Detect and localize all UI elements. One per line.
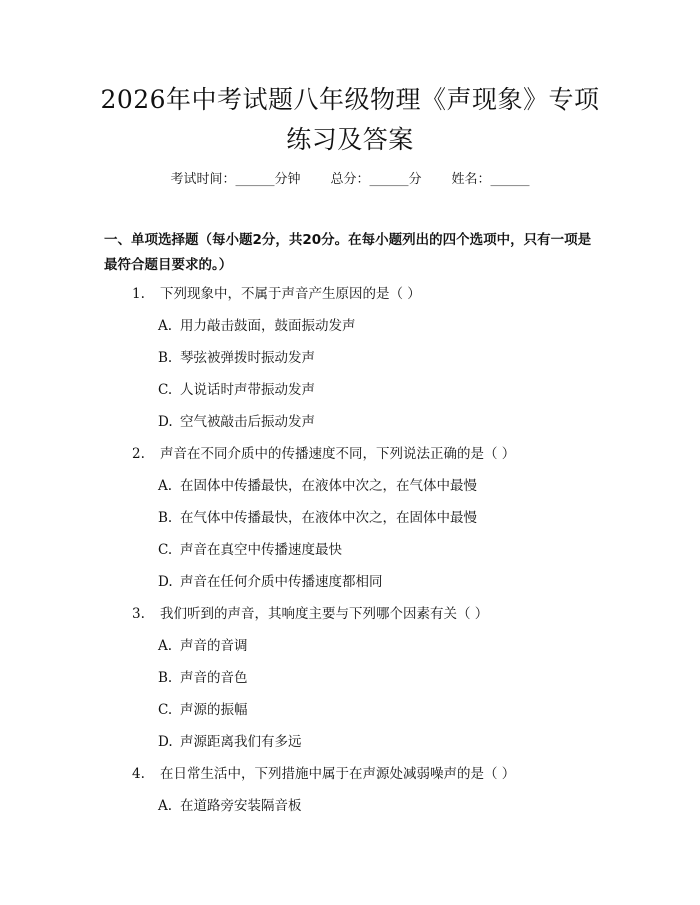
exam-time-label: 考试时间：______分钟	[170, 172, 301, 187]
option-letter: B.	[158, 350, 173, 366]
answer-option	[158, 346, 315, 366]
option-letter: D.	[158, 734, 173, 750]
option-text: 用力敲击鼓面，鼓面振动发声	[180, 318, 356, 334]
answer-option	[158, 314, 356, 334]
answer-option	[158, 634, 248, 654]
option-text: 声源的振幅	[180, 702, 248, 718]
option-letter: C.	[158, 702, 173, 718]
answer-option	[158, 474, 477, 494]
option-letter: C.	[158, 542, 173, 558]
option-text: 空气被敲击后振动发声	[180, 414, 315, 430]
question-stem	[132, 602, 488, 622]
option-letter: D.	[158, 574, 173, 590]
option-letter: D.	[158, 414, 173, 430]
question-stem	[132, 762, 515, 782]
option-letter: B.	[158, 670, 173, 686]
answer-option	[158, 698, 248, 718]
title-line-2: 练习及答案	[286, 125, 414, 154]
question-stem	[132, 282, 421, 302]
option-text: 声音的音色	[180, 670, 248, 686]
answer-option	[158, 378, 315, 398]
option-text: 声音的音调	[180, 638, 248, 654]
exam-meta	[0, 168, 700, 187]
question-text: 下列现象中，不属于声音产生原因的是（ ）	[160, 286, 421, 302]
option-text: 在道路旁安装隔音板	[180, 798, 302, 814]
answer-option	[158, 570, 383, 590]
option-text: 在固体中传播最快，在液体中次之，在气体中最慢	[180, 478, 477, 494]
option-letter: A.	[158, 478, 173, 494]
answer-option	[158, 506, 477, 526]
option-letter: C.	[158, 382, 173, 398]
title-line-1: 2026年中考试题八年级物理《声现象》专项	[100, 85, 600, 114]
option-text: 在气体中传播最快，在液体中次之，在固体中最慢	[180, 510, 477, 526]
option-text: 人说话时声带振动发声	[180, 382, 315, 398]
question-number: 4.	[132, 766, 145, 782]
question-text: 在日常生活中，下列措施中属于在声源处减弱噪声的是（ ）	[160, 766, 516, 782]
option-letter: A.	[158, 318, 173, 334]
question-number: 2.	[132, 446, 145, 462]
option-text: 声音在任何介质中传播速度都相同	[180, 574, 383, 590]
option-letter: B.	[158, 510, 173, 526]
answer-option	[158, 666, 248, 686]
document-title	[60, 80, 640, 160]
question-stem	[132, 442, 515, 462]
question-text: 我们听到的声音，其响度主要与下列哪个因素有关（ ）	[160, 606, 489, 622]
question-number: 1.	[132, 286, 145, 302]
option-letter: A.	[158, 798, 173, 814]
section-heading: 一、单项选择题（每小题2分，共20分。在每小题列出的四个选项中，只有一项是最符合题目要求的。）	[104, 232, 592, 273]
answer-option	[158, 410, 315, 430]
student-name-label: 姓名：______	[451, 172, 530, 187]
answer-option	[158, 730, 302, 750]
total-score-label: 总分：______分	[330, 172, 422, 187]
option-text: 琴弦被弹拨时振动发声	[180, 350, 315, 366]
answer-option	[158, 794, 302, 814]
option-text: 声音在真空中传播速度最快	[180, 542, 342, 558]
option-text: 声源距离我们有多远	[180, 734, 302, 750]
option-letter: A.	[158, 638, 173, 654]
answer-option	[158, 538, 342, 558]
question-text: 声音在不同介质中的传播速度不同，下列说法正确的是（ ）	[160, 446, 516, 462]
question-number: 3.	[132, 606, 145, 622]
